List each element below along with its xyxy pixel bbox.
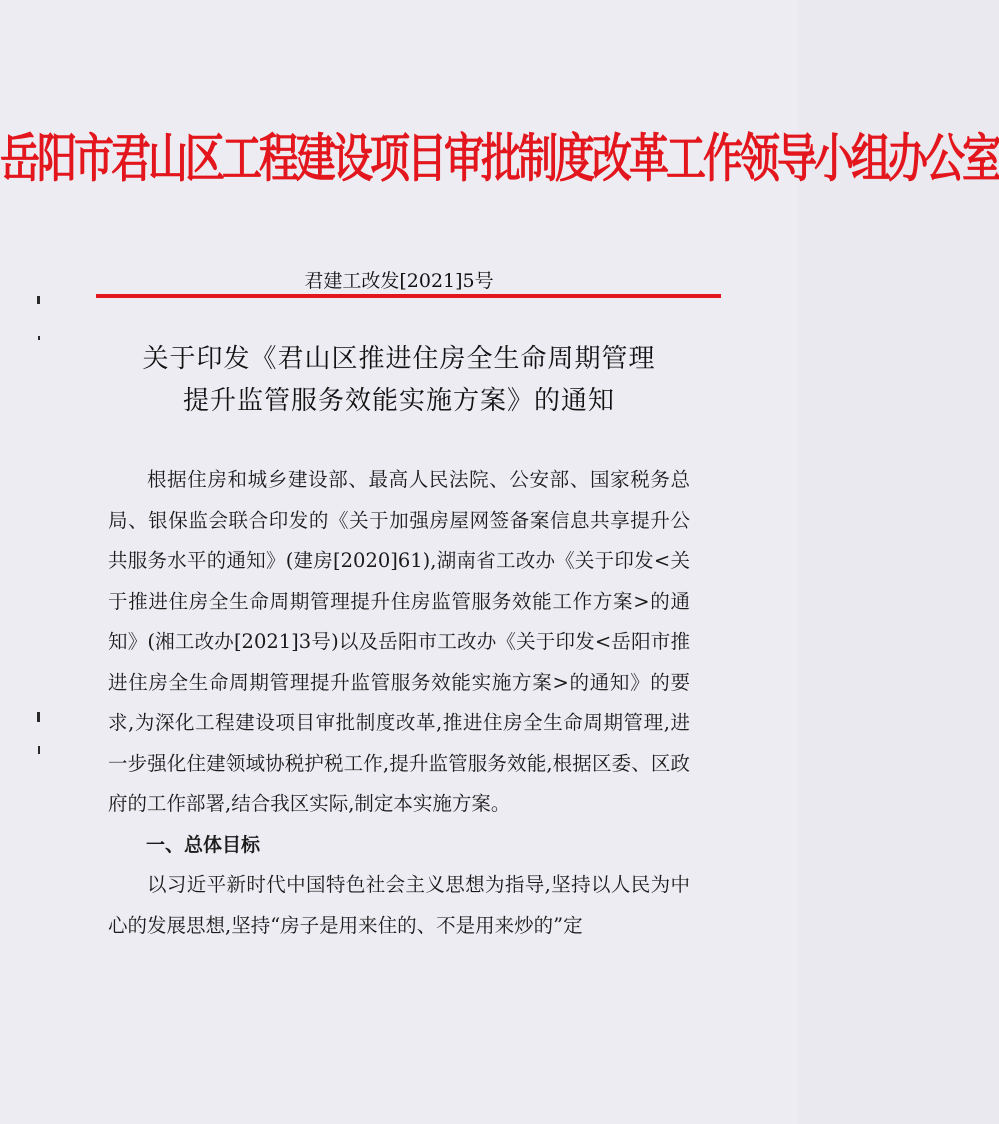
title-line-1: 关于印发《君山区推进住房全生命周期管理: [142, 344, 656, 374]
paragraph-2: 以习近平新时代中国特色社会主义思想为指导,坚持以人民为中心的发展思想,坚持“房子是用来住的、不是用来炒的”定: [108, 873, 690, 937]
binding-mark: [37, 712, 40, 722]
document-number: 君建工改发[2021]5号: [304, 270, 494, 292]
binding-mark: [37, 296, 40, 304]
paragraph-1: 根据住房和城乡建设部、最高人民法院、公安部、国家税务总局、银保监会联合印发的《关于加强房屋网签备案信息共享提升公共服务水平的通知》(建房[2020]61),湖南省工改办《关于印发<关于推进住房全生命周期管理提升住房监管服务效能工作方案>的通知》(湘工改办[2021]3号)以及岳阳市工改办《关于印发<岳阳市推进住房全生命周期管理提升监管服务效能实施方案>的通知》的要求,为深化工程建设项目审批制度改革,推进住房全生命周期管理,进一步强化住建领域协税护税工作,提升监管服务效能,根据区委、区政府的工作部署,结合我区实际,制定本实施方案。: [108, 468, 690, 815]
issuing-office-header: 岳阳市君山区工程建设项目审批制度改革工作领导小组办公室: [0, 129, 999, 190]
red-separator-line: [96, 294, 721, 298]
title-line-2: 提升监管服务效能实施方案》的通知: [182, 386, 615, 416]
binding-mark: [38, 336, 40, 340]
document-title: [0, 338, 798, 422]
document-body: [108, 460, 690, 946]
binding-mark: [38, 746, 40, 754]
section-heading-1: 一、总体目标: [146, 833, 261, 856]
